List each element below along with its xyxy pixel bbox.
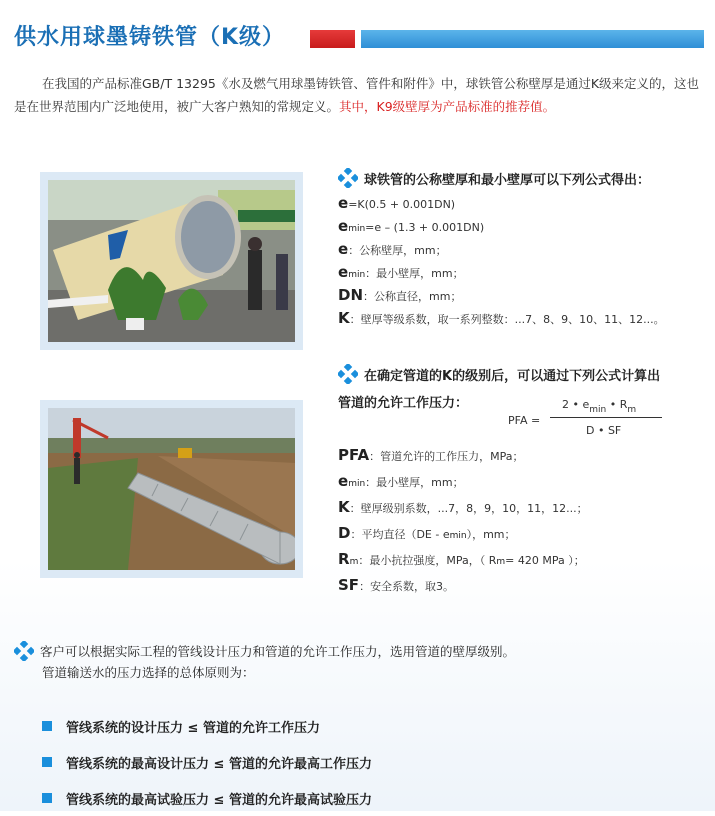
- section2-subheading: 管道的允许工作压力：: [338, 396, 469, 411]
- section2-lines: [338, 446, 708, 602]
- definition-line: DN ： 公称直径，mm；: [338, 286, 462, 304]
- definition-line: K ： 壁厚等级系数，取一系列整数：...7、8、9、10、11、12...。: [338, 309, 665, 327]
- pressure-rules-list: [42, 708, 372, 816]
- intro-text: 在我国的产品标准GB/T 13295《水及燃气用球墨铸铁管、管件和附件》中，球铁管公称壁厚是通过K级来定义的，这也是在世界范围内广泛地使用，被广大客户熟知的常规定义。: [14, 76, 700, 114]
- fraction-bar: [550, 417, 662, 418]
- intro-highlight: 其中，K9级壁厚为产品标准的推荐值。: [339, 99, 556, 114]
- formula-denominator: D • SF: [586, 424, 622, 437]
- blue-square-icon: [42, 721, 52, 731]
- formula-numerator: 2 • $e_{min}$ • $R_m$: [562, 398, 637, 415]
- intro-paragraph: [14, 72, 704, 118]
- blue-diamond-cluster-icon: [14, 641, 34, 661]
- formula-line: e = K(0.5 + 0.001DN): [338, 194, 456, 212]
- definition-line: e ： 公称壁厚，mm；: [338, 240, 447, 258]
- section1-heading: 球铁管的公称壁厚和最小壁厚可以下列公式得出：: [338, 168, 708, 188]
- section1-lines: [338, 194, 708, 332]
- definition-line: D ： 平均直径（DE - e min ），mm；: [338, 524, 516, 542]
- note-line2: 管道输送水的压力选择的总体原则为：: [42, 665, 255, 680]
- definition-line: R m ： 最小抗拉强度，MPa，（ R m = 420 MPa ）；: [338, 550, 585, 568]
- blue-diamond-cluster-icon: [338, 168, 358, 188]
- page-title: 供水用球墨铸铁管（K级）: [14, 25, 286, 50]
- list-item: 管线系统的设计压力 ≤ 管道的允许工作压力: [42, 708, 372, 744]
- definition-line: e min ： 最小壁厚，mm；: [338, 472, 464, 490]
- pipeline-construction-photo: [40, 400, 303, 578]
- formula-lhs: PFA =: [508, 414, 541, 427]
- definition-line: PFA ： 管道允许的工作压力，MPa；: [338, 446, 524, 464]
- title-bar-blue: [361, 30, 704, 48]
- definition-line: K ： 壁厚级别系数，...7，8，9，10，11，12...；: [338, 498, 588, 516]
- blue-diamond-cluster-icon: [338, 364, 358, 384]
- list-item: 管线系统的最高设计压力 ≤ 管道的允许最高工作压力: [42, 744, 372, 780]
- list-item: 管线系统的最高试验压力 ≤ 管道的允许最高试验压力: [42, 780, 372, 816]
- blue-square-icon: [42, 757, 52, 767]
- note-line1: 客户可以根据实际工程的管线设计压力和管道的允许工作压力，选用管道的壁厚级别。: [40, 644, 516, 659]
- pfa-formula: [508, 396, 708, 446]
- definition-line: SF ： 安全系数，取3。: [338, 576, 455, 594]
- definition-line: e min ： 最小壁厚，mm；: [338, 263, 464, 281]
- title-bar-red: [310, 30, 355, 48]
- section2-heading: 在确定管道的K的级别后，可以通过下列公式计算出: [338, 364, 708, 384]
- blue-square-icon: [42, 793, 52, 803]
- exhibition-photo: [40, 172, 303, 350]
- selection-note: [14, 640, 704, 684]
- wall-thickness-section: [338, 168, 708, 332]
- formula-line: e min = e – (1.3 + 0.001DN): [338, 217, 485, 235]
